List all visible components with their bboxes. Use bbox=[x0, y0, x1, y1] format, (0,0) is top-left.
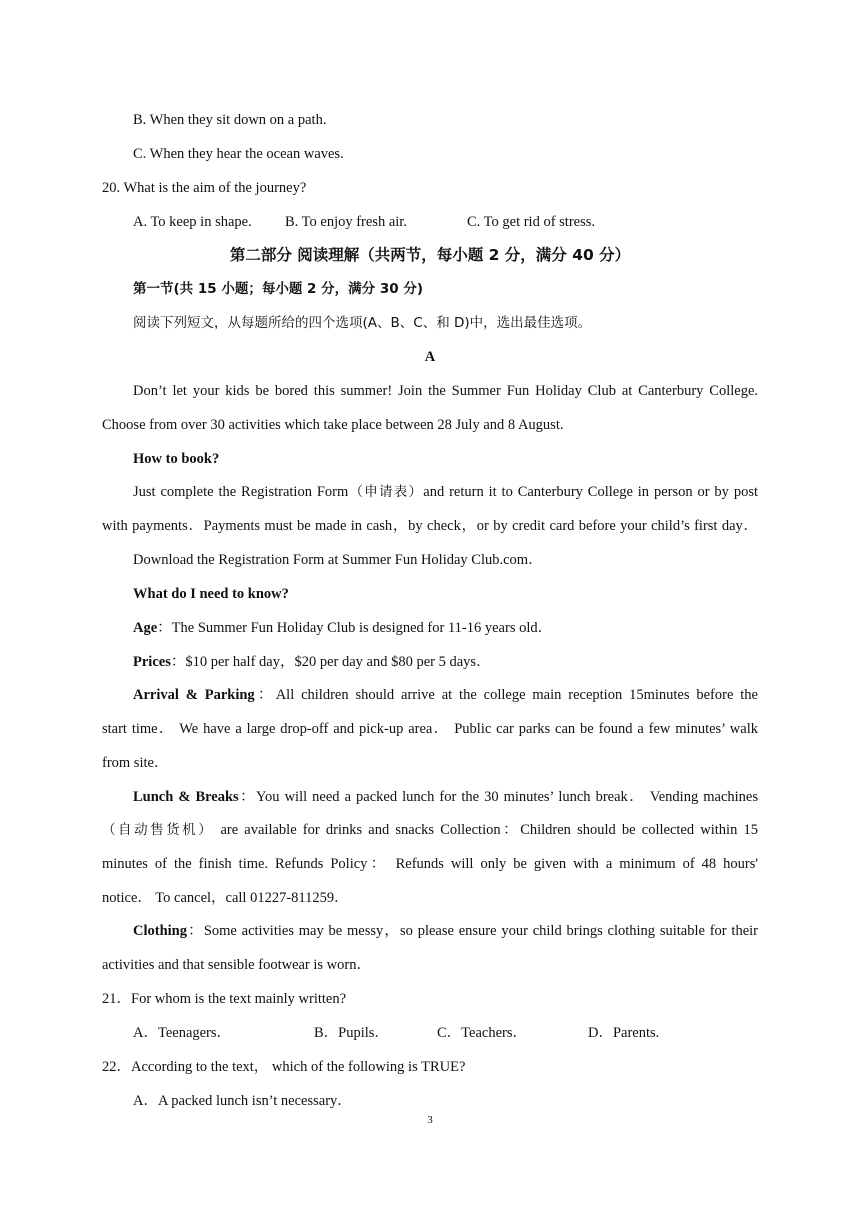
prices-line: Prices：$10 per half day，$20 per day and $80 per 5 days． bbox=[133, 654, 491, 670]
q20-question: 20. What is the aim of the journey? bbox=[102, 180, 307, 196]
q21-option-c: C．Teachers． bbox=[437, 1025, 527, 1041]
arrival-line-1: Arrival & Parking：All children should arrive at the college main reception 15minutes before the bbox=[133, 687, 758, 703]
download-line: Download the Registration Form at Summer Fun Holiday Club.com． bbox=[133, 552, 543, 568]
q20-option-b: B. To enjoy fresh air. bbox=[285, 214, 407, 230]
q22-option-a: A．A packed lunch isn’t necessary． bbox=[133, 1093, 352, 1109]
section1-heading: 第一节(共 15 小题；每小题 2 分，满分 30 分) bbox=[133, 281, 424, 297]
clothing-line-1: Clothing：Some activities may be messy，so please ensure your child brings clothing suitable for their bbox=[133, 923, 758, 939]
how-to-book-line-1: Just complete the Registration Form（申请表）and return it to Canterbury College in person or by post bbox=[133, 484, 758, 500]
q19-option-b: B. When they sit down on a path. bbox=[133, 112, 327, 128]
passage-label: A bbox=[424, 349, 436, 365]
q21-question: 21．For whom is the text mainly written? bbox=[102, 991, 347, 1007]
lunch-line-2: （自动售货机） are available for drinks and snacks Collection：Children should be collected within 15 bbox=[102, 822, 758, 838]
lunch-line-3: minutes of the finish time. Refunds Policy： Refunds will only be given with a minimum of 48 hours' bbox=[102, 856, 758, 872]
part2-title: 第二部分 阅读理解（共两节，每小题 2 分，满分 40 分） bbox=[229, 246, 631, 264]
q19-option-c: C. When they hear the ocean waves. bbox=[133, 146, 344, 162]
q21-option-a: A．Teenagers． bbox=[133, 1025, 232, 1041]
q21-option-d: D．Parents. bbox=[588, 1025, 660, 1041]
age-line: Age：The Summer Fun Holiday Club is designed for 11-16 years old． bbox=[133, 620, 553, 636]
q22-question: 22．According to the text， which of the following is TRUE? bbox=[102, 1059, 466, 1075]
page-number: 3 bbox=[427, 1114, 433, 1126]
q20-option-c: C. To get rid of stress. bbox=[467, 214, 596, 230]
how-to-book-heading: How to book? bbox=[133, 451, 220, 467]
q21-option-b: B．Pupils． bbox=[314, 1025, 389, 1041]
section1-instruction: 阅读下列短文，从每题所给的四个选项(A、B、C、和 D)中，选出最佳选项。 bbox=[133, 315, 592, 331]
lunch-line-1: Lunch & Breaks：You will need a packed lunch for the 30 minutes’ lunch break． Vending machines bbox=[133, 789, 759, 805]
what-to-know-heading: What do I need to know? bbox=[133, 586, 289, 602]
q20-option-a: A. To keep in shape. bbox=[133, 214, 252, 230]
clothing-line-2: activities and that sensible footwear is worn． bbox=[102, 957, 371, 973]
arrival-line-2: start time． We have a large drop-off and pick-up area． Public car parks can be found a few minutes’ walk bbox=[102, 721, 758, 737]
lunch-line-4: notice． To cancel，call 01227-811259． bbox=[102, 890, 349, 906]
intro-line-2: Choose from over 30 activities which take place between 28 July and 8 August. bbox=[102, 417, 564, 433]
how-to-book-line-2: with payments．Payments must be made in cash，by check，or by credit card before your child’s first day． bbox=[102, 518, 758, 534]
arrival-line-3: from site． bbox=[102, 755, 169, 771]
intro-line-1: Don’t let your kids be bored this summer! Join the Summer Fun Holiday Club at Canterbury College. bbox=[133, 383, 758, 399]
